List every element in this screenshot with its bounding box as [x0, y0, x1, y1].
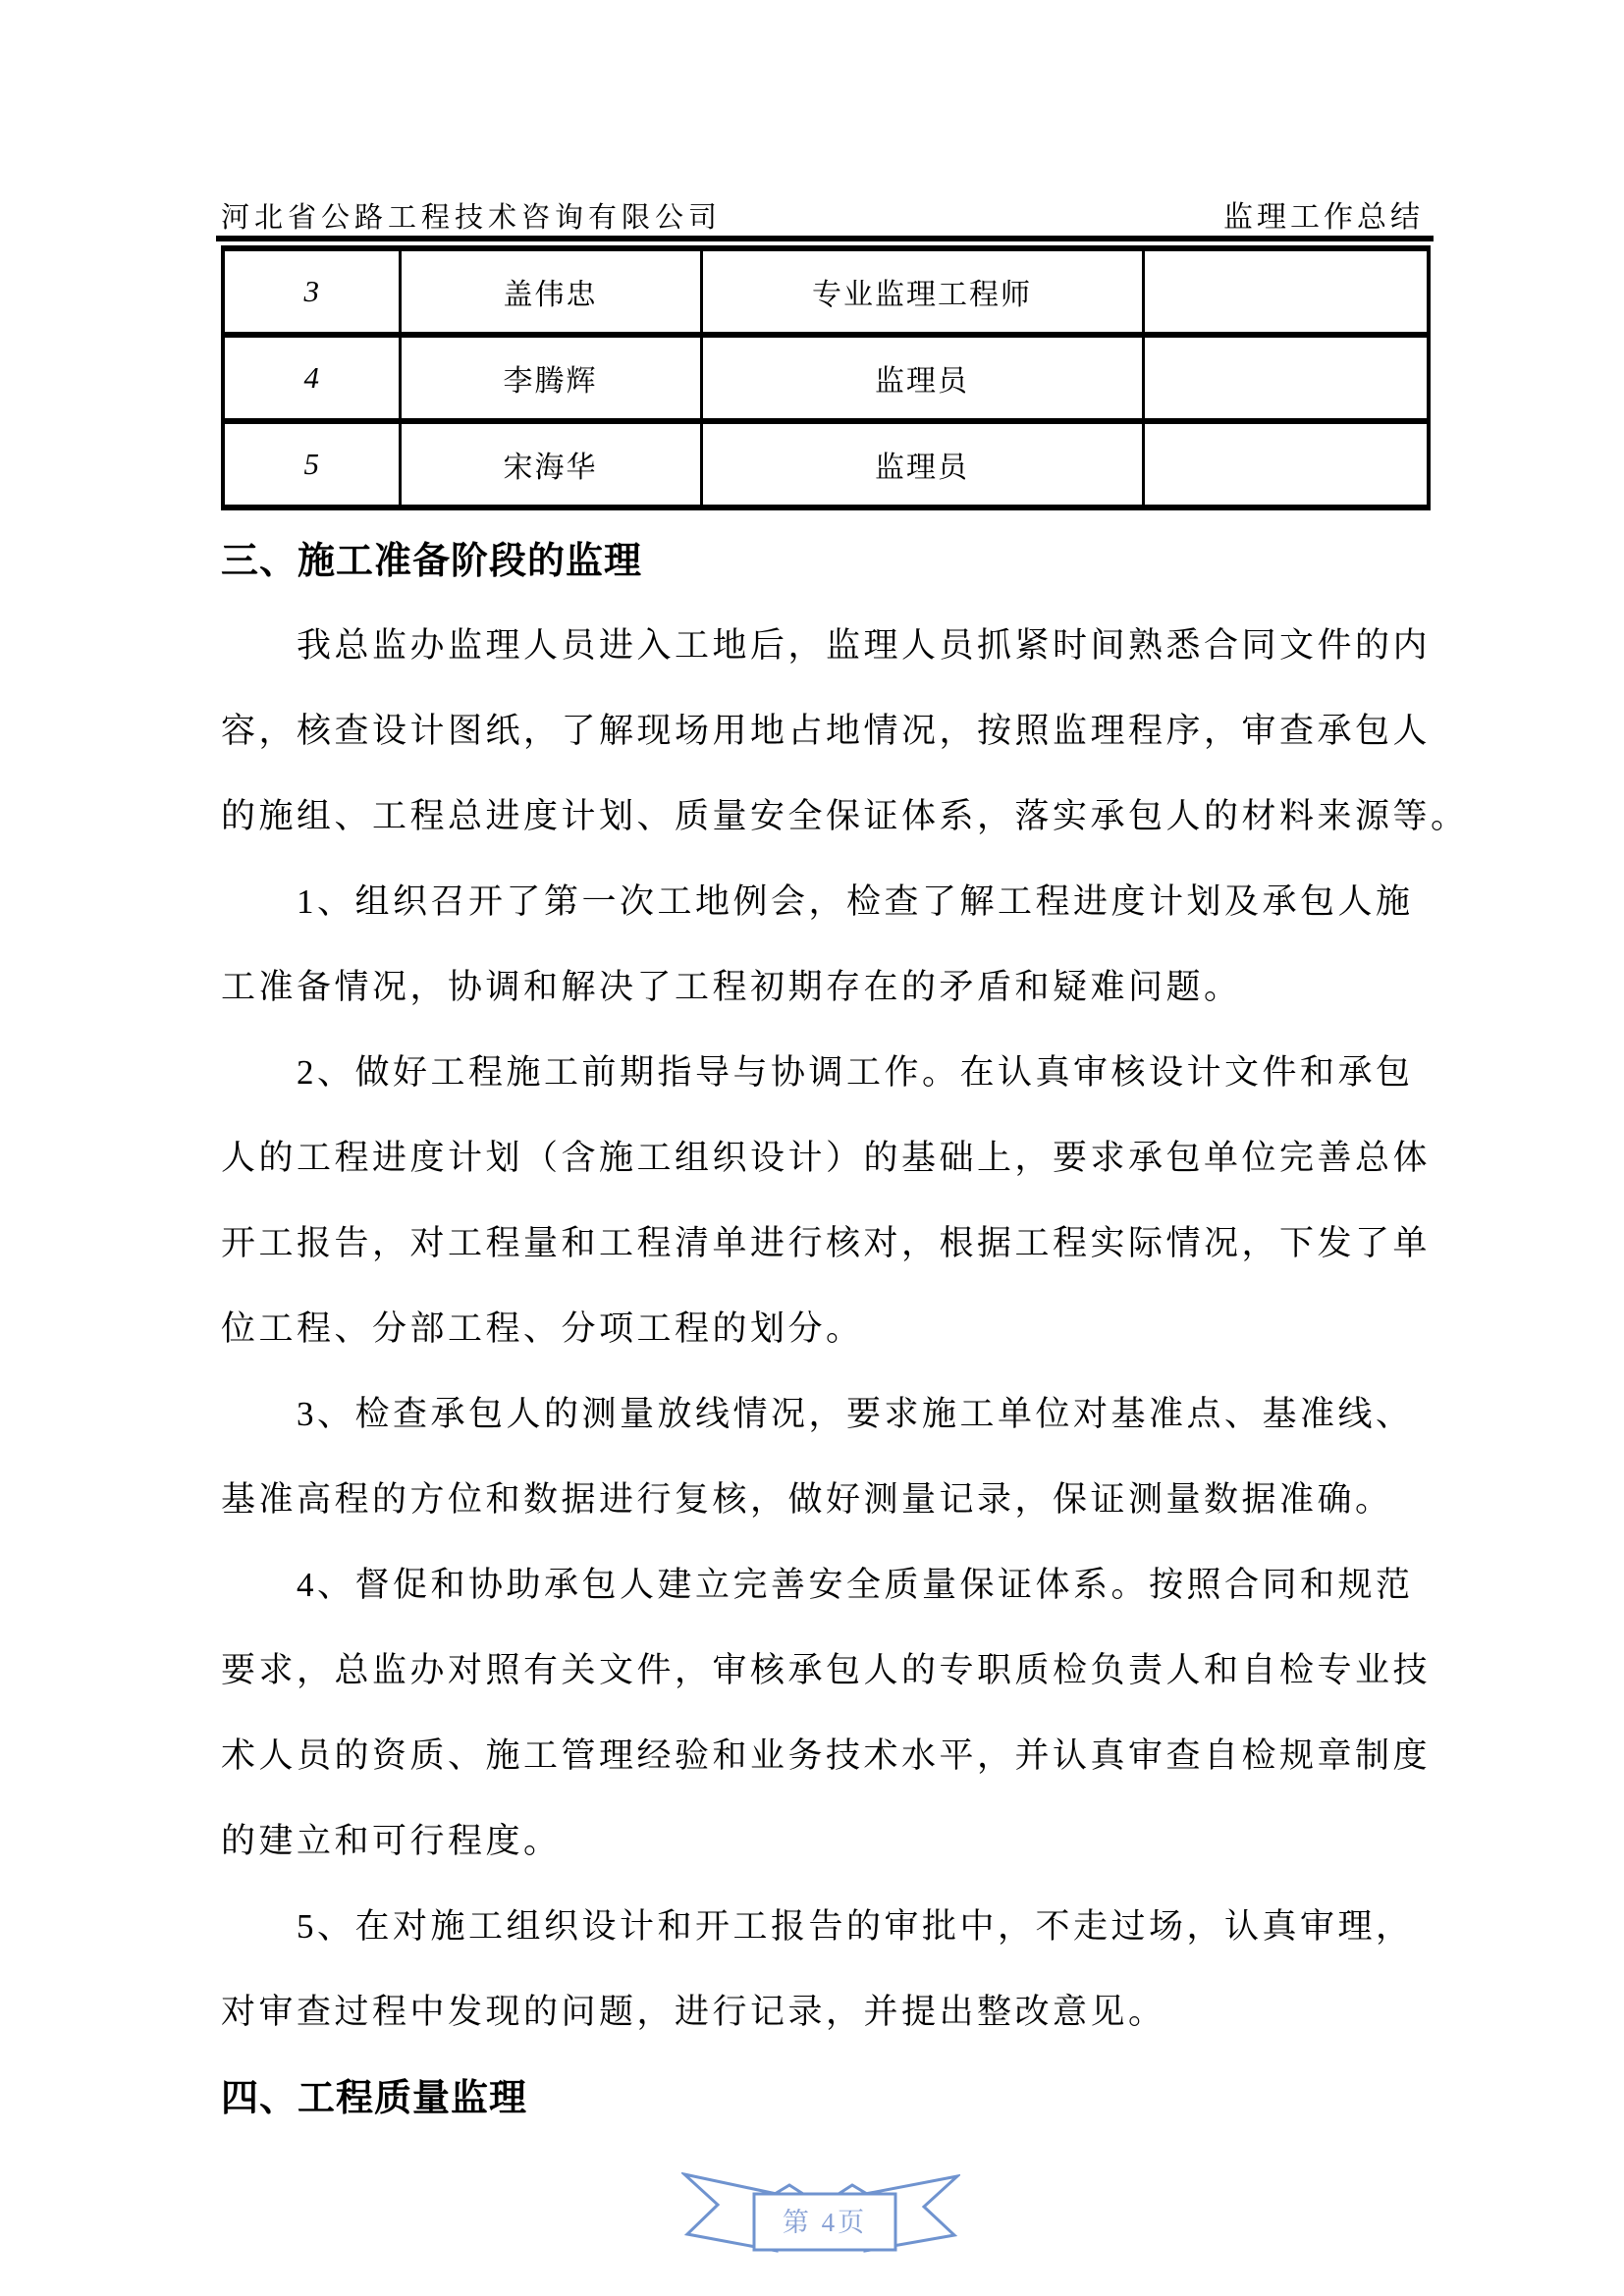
text-line: 对审查过程中发现的问题，进行记录，并提出整改意见。 [221, 1992, 1166, 2031]
cell-note [1143, 335, 1429, 421]
body-text [221, 514, 1469, 2137]
text-line: 4、督促和协助承包人建立完善安全质量保证体系。按照合同和规范 [297, 1565, 1414, 1604]
table-row [223, 248, 1429, 335]
text-line: 术人员的资质、施工管理经验和业务技术水平，并认真审查自检规章制度 [221, 1735, 1432, 1775]
cell-role: 专业监理工程师 [701, 248, 1143, 335]
text-line: 工准备情况，协调和解决了工程初期存在的矛盾和疑难问题。 [221, 967, 1242, 1006]
table-row [223, 421, 1429, 507]
ribbon-banner-icon [681, 2167, 960, 2256]
text-line: 要求，总监办对照有关文件，审核承包人的专职质检负责人和自检专业技 [221, 1650, 1432, 1689]
personnel-table [221, 245, 1431, 510]
header-company: 河北省公路工程技术咨询有限公司 [221, 202, 723, 234]
text-line: 位工程、分部工程、分项工程的划分。 [221, 1308, 864, 1348]
text-line: 3、检查承包人的测量放线情况，要求施工单位对基准点、基准线、 [297, 1394, 1414, 1433]
header-rule [216, 236, 1434, 241]
text-line: 5、在对施工组织设计和开工报告的审批中，不走过场，认真审理， [297, 1906, 1414, 1946]
cell-name: 李腾辉 [400, 335, 701, 421]
cell-note [1143, 421, 1429, 507]
personnel-table-body [223, 248, 1429, 507]
cell-name: 宋海华 [400, 421, 701, 507]
text-line: 我总监办监理人员进入工地后，监理人员抓紧时间熟悉合同文件的内 [297, 625, 1432, 665]
text-line: 1、组织召开了第一次工地例会，检查了解工程进度计划及承包人施 [297, 881, 1414, 921]
cell-role: 监理员 [701, 335, 1143, 421]
text-line: 的施组、工程总进度计划、质量安全保证体系，落实承包人的材料来源等。 [221, 796, 1469, 835]
cell-number: 4 [223, 335, 400, 421]
text-line: 三、施工准备阶段的监理 [221, 541, 643, 582]
text-line: 容，核查设计图纸，了解现场用地占地情况，按照监理程序，审查承包人 [221, 711, 1432, 750]
text-line: 人的工程进度计划（含施工组织设计）的基础上，要求承包单位完善总体 [221, 1138, 1432, 1177]
text-line: 2、做好工程施工前期指导与协调工作。在认真审核设计文件和承包 [297, 1052, 1414, 1092]
text-line: 基准高程的方位和数据进行复核，做好测量记录，保证测量数据准确。 [221, 1479, 1393, 1519]
cell-number: 3 [223, 248, 400, 335]
page-number-ribbon [681, 2167, 960, 2256]
text-line: 开工报告，对工程量和工程清单进行核对，根据工程实际情况，下发了单 [221, 1223, 1432, 1262]
text-line: 的建立和可行程度。 [221, 1821, 562, 1860]
header-doc-title: 监理工作总结 [1223, 201, 1424, 234]
table-row [223, 335, 1429, 421]
cell-note [1143, 248, 1429, 335]
cell-number: 5 [223, 421, 400, 507]
text-line: 四、工程质量监理 [221, 2078, 528, 2119]
cell-role: 监理员 [701, 421, 1143, 507]
cell-name: 盖伟忠 [400, 248, 701, 335]
page-number-label: 第 4页 [782, 2208, 868, 2237]
